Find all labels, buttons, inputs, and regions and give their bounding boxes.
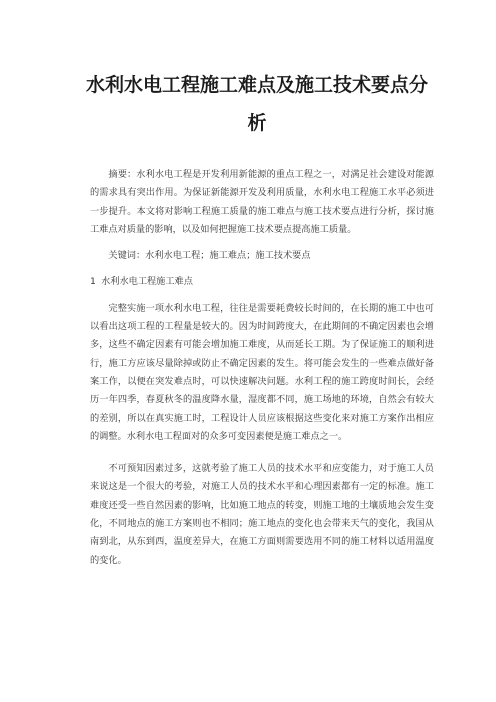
abstract-paragraph: 摘要：水利水电工程是开发利用新能源的重点工程之一，对满足社会建设对能源的需求具有突出作用。为保证新能源开发及利用质量，水利水电工程施工水平必须进一步提升。本文将对影响工程施工质量的施工难点与施工技术要点进行分析，探讨施工难点对质量的影响，以及如何把握施工技术要点提高施工质量。 (90, 169, 434, 235)
body-paragraph-1: 完整实施一项水利水电工程，往往是需要耗费较长时间的，在长期的施工中也可以看出这项工程的工程量是较大的。因为时间跨度大，在此期间的不确定因素也会增多，这些不确定因素有可能会增加施工难度，从而延长工期。为了保证施工的顺利进行，施工方应该尽量除掉或防止不确定因素的发生。将可能会发生的一些难点做好备案工作，以便在突发难点时，可以快速解决问题。水利工程的施工跨度时间长，会经历一年四季，春夏秋冬的温度降水量，湿度都不同，施工场地的环境，自然会有较大的差别，所以在真实施工时，工程设计人员应该根据这些变化来对施工方案作出相应的调整。水利水电工程面对的众多可变因素便是施工难点之一。 (90, 302, 434, 442)
document-title: 水利水电工程施工难点及施工技术要点分析 (85, 74, 428, 134)
keywords-line: 关键词：水利水电工程；施工难点；施工技术要点 (108, 250, 311, 262)
body-paragraph-2: 不可预知因素过多，这就考验了施工人员的技术水平和应变能力，对于施工人员来说这是一个很大的考验，对施工人员的技术水平和心理因素都有一定的标准。施工难度还受一些自然因素的影响，比如施工地点的转变，则施工地的土壤质地会发生变化，不同地点的施工方案则也不相同；施工地点的变化也会带来天气的变化，我国从南到北，从东到西，温度差异大，在施工方面则需要选用不同的施工材料以适用温度的变化。 (90, 463, 434, 566)
section-heading-1: 1 水利水电工程施工难点 (90, 276, 193, 288)
